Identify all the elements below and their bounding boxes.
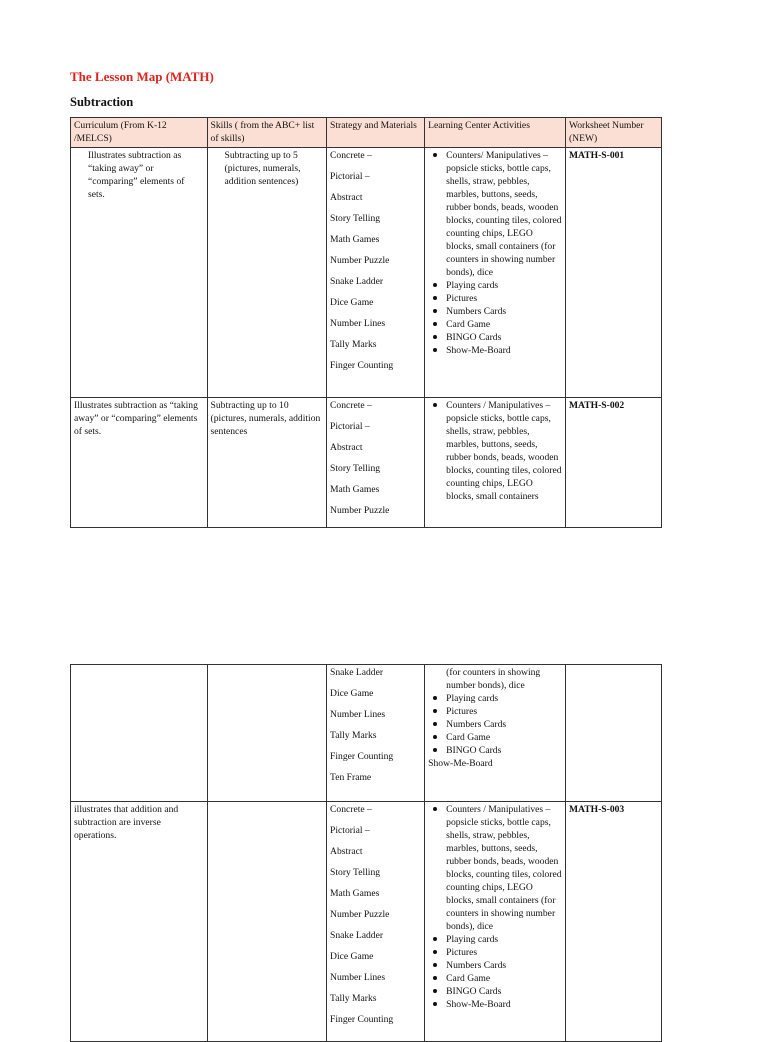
skills-text: Subtracting up to 5 (pictures, numerals, addition sentences) xyxy=(224,150,301,187)
activities-list xyxy=(428,692,562,757)
header-curriculum: Curriculum (From K-12 /MELCS) xyxy=(71,118,208,148)
skills-cell xyxy=(207,148,326,398)
strategy-item: Pictorial – xyxy=(330,825,370,836)
strategy-item: Tally Marks xyxy=(330,339,377,350)
strategy-item: Snake Ladder xyxy=(330,930,384,941)
curriculum-text: Illustrates subtraction as “taking away” or “comparing” elements of sets. xyxy=(74,400,198,437)
strategy-item: Abstract xyxy=(330,846,363,857)
strategy-item: Finger Counting xyxy=(330,1014,394,1025)
strategy-item: Finger Counting xyxy=(330,751,394,762)
strategy-item: Abstract xyxy=(330,442,363,453)
strategy-item: Dice Game xyxy=(330,951,374,962)
table-row xyxy=(71,665,662,802)
activities-continued-text: (for counters in showing number bonds), dice xyxy=(446,667,541,691)
strategy-item: Concrete – xyxy=(330,400,372,411)
worksheet-cell xyxy=(565,802,661,1042)
list-item: Card Game xyxy=(446,318,562,331)
table-row xyxy=(71,802,662,1042)
curriculum-cell xyxy=(71,802,208,1042)
worksheet-number: MATH-S-003 xyxy=(568,804,625,815)
strategy-item: Pictorial – xyxy=(330,421,370,432)
strategy-item: Dice Game xyxy=(330,297,374,308)
worksheet-cell xyxy=(565,665,661,802)
strategy-item: Ten Frame xyxy=(330,772,372,783)
strategy-item: Number Lines xyxy=(330,972,386,983)
strategy-item: Number Lines xyxy=(330,709,386,720)
strategy-item: Number Lines xyxy=(330,318,386,329)
lesson-map-table xyxy=(70,117,662,528)
list-item: Pictures xyxy=(446,705,562,718)
list-item: Pictures xyxy=(446,292,562,305)
worksheet-number: MATH-S-001 xyxy=(568,150,625,161)
activities-cell xyxy=(425,148,566,398)
list-item: Card Game xyxy=(446,972,562,985)
curriculum-text: illustrates that addition and subtraction are inverse operations. xyxy=(74,804,179,841)
strategy-item: Number Puzzle xyxy=(330,909,390,920)
strategy-cell xyxy=(327,802,425,1042)
list-item: BINGO Cards xyxy=(446,985,562,998)
list-item: Playing cards xyxy=(446,933,562,946)
activities-cell xyxy=(425,665,566,802)
strategy-item: Concrete – xyxy=(330,804,372,815)
list-item: Counters / Manipulatives – popsicle sticks, bottle caps, shells, straw, pebbles, marbles, buttons, seeds, rubber bonds, beads, wooden blocks, counting tiles, colored counting chips, LEGO blocks, small containers (for counters in showing number bonds), dice xyxy=(446,804,562,932)
list-item: Counters/ Manipulatives – popsicle sticks, bottle caps, shells, straw, pebbles, marbles, buttons, seeds, rubber bonds, beads, wooden blocks, counting tiles, colored counting chips, LEGO blocks, small containers (for counters in showing number bonds), dice xyxy=(446,150,562,278)
header-skills: Skills ( from the ABC+ list of skills) xyxy=(207,118,326,148)
skills-cell xyxy=(207,802,326,1042)
list-item: Playing cards xyxy=(446,692,562,705)
list-item: Numbers Cards xyxy=(446,718,562,731)
strategy-item: Tally Marks xyxy=(330,730,377,741)
strategy-item: Story Telling xyxy=(330,867,381,878)
strategy-item: Story Telling xyxy=(330,213,381,224)
strategy-item: Math Games xyxy=(330,234,380,245)
list-item: Numbers Cards xyxy=(446,305,562,318)
document-title: The Lesson Map (MATH) xyxy=(70,69,214,84)
skills-cell xyxy=(207,398,326,528)
list-item: BINGO Cards xyxy=(446,744,562,757)
strategy-item: Abstract xyxy=(330,192,363,203)
strategy-item: Number Puzzle xyxy=(330,505,390,516)
worksheet-cell xyxy=(565,398,661,528)
activities-list xyxy=(428,399,562,503)
list-item: Numbers Cards xyxy=(446,959,562,972)
strategy-item: Story Telling xyxy=(330,463,381,474)
header-strategy: Strategy and Materials xyxy=(327,118,425,148)
list-item: Show-Me-Board xyxy=(446,344,562,357)
header-worksheet: Worksheet Number (NEW) xyxy=(565,118,661,148)
activities-cell xyxy=(425,398,566,528)
worksheet-number: MATH-S-002 xyxy=(568,400,625,411)
strategy-item: Math Games xyxy=(330,484,380,495)
list-item: BINGO Cards xyxy=(446,331,562,344)
skills-cell xyxy=(207,665,326,802)
activities-cell xyxy=(425,802,566,1042)
activities-tail-text: Show-Me-Board xyxy=(428,758,493,769)
worksheet-cell xyxy=(565,148,661,398)
strategy-cell xyxy=(327,665,425,802)
strategy-item: Number Puzzle xyxy=(330,255,390,266)
strategy-item: Tally Marks xyxy=(330,993,377,1004)
list-item: Counters / Manipulatives – popsicle sticks, bottle caps, shells, straw, pebbles, marbles, buttons, seeds, rubber bonds, beads, wooden blocks, counting tiles, colored counting chips, LEGO blocks, small containers xyxy=(446,400,562,502)
skills-text: Subtracting up to 10 (pictures, numerals, addition sentences xyxy=(210,400,321,437)
curriculum-cell xyxy=(71,665,208,802)
strategy-item: Snake Ladder xyxy=(330,667,384,678)
list-item: Card Game xyxy=(446,731,562,744)
curriculum-cell xyxy=(71,398,208,528)
list-item: Pictures xyxy=(446,946,562,959)
strategy-cell xyxy=(327,148,425,398)
curriculum-cell xyxy=(71,148,208,398)
strategy-cell xyxy=(327,398,425,528)
lesson-map-table-continued xyxy=(70,664,662,1042)
curriculum-text: Illustrates subtraction as “taking away” or “comparing” elements of sets. xyxy=(88,150,185,200)
activities-list xyxy=(428,149,562,357)
table-header-row xyxy=(71,118,662,148)
list-item: Show-Me-Board xyxy=(446,998,562,1011)
section-heading: Subtraction xyxy=(70,95,134,109)
strategy-item: Pictorial – xyxy=(330,171,370,182)
strategy-item: Concrete – xyxy=(330,150,372,161)
strategy-item: Finger Counting xyxy=(330,360,394,371)
strategy-item: Math Games xyxy=(330,888,380,899)
strategy-item: Snake Ladder xyxy=(330,276,384,287)
strategy-item: Dice Game xyxy=(330,688,374,699)
header-activities: Learning Center Activities xyxy=(425,118,566,148)
list-item: Playing cards xyxy=(446,279,562,292)
table-row xyxy=(71,148,662,398)
activities-list xyxy=(428,803,562,1011)
table-row xyxy=(71,398,662,528)
